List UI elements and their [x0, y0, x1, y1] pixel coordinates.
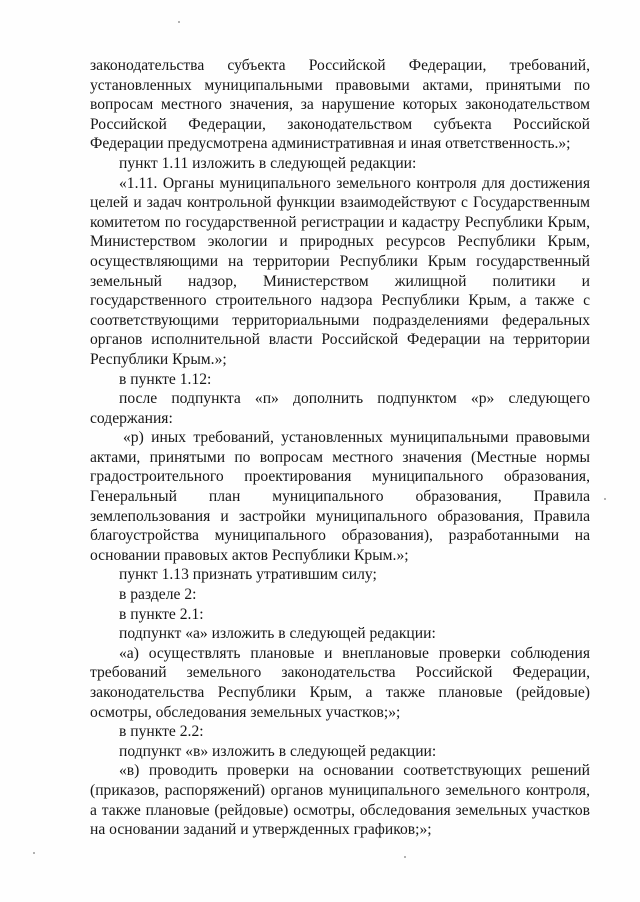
scan-speck [404, 856, 406, 858]
paragraph-subitem-r-intro: после подпункта «п» дополнить подпунктом «р» следующего содержания: [90, 390, 590, 427]
paragraph-subitem-v-text: «в) проводить проверки на основании соответствующих решений (приказов, распоряжений) органов муниципального земельного контроля, а также плановые (рейдовые) осмотры, обследования земельных участков на основании заданий и утвержденных графиков;»; [90, 762, 590, 839]
paragraph-subitem-a-text: «а) осуществлять плановые и внеплановые проверки соблюдения требований земельного законодательства Российской Федерации, законодательства Республики Крым, а также плановые (рейдовые) осмотры, обследования земельных участков;»; [90, 644, 590, 721]
paragraph-subitem-r-text: «р) иных требований, установленных муниципальными правовыми актами, принятыми по вопросам местного значения (Местные нормы градостроительного проектирования муниципального образования, Генеральный план муниципального образования, Правила землепользования и застройки муниципального образования, Правила благоустройства муниципального образования), разработанными на основании правовых актов Республики Крым.»; [90, 429, 590, 564]
paragraph-item-1-12-intro: в пункте 1.12: [119, 370, 212, 388]
scan-speck [33, 852, 35, 854]
paragraph-item-2-2: в пункте 2.2: [119, 723, 204, 741]
paragraph-subitem-v-intro: подпункт «в» изложить в следующей редакции: [119, 742, 437, 760]
paragraph-section-2: в разделе 2: [119, 586, 197, 604]
document-body [90, 56, 590, 840]
paragraph-continuation: законодательства субъекта Российской Федерации, требований, установленных муниципальными правовыми актами, принятыми по вопросам местного значения, за нарушение которых законодательством Российской Федерации, законодательством субъекта Российской Федерации предусмотрена административная и иная ответственность.»; [90, 57, 590, 153]
paragraph-item-1-13: пункт 1.13 признать утратившим силу; [119, 566, 377, 584]
scan-speck [604, 498, 606, 500]
paragraph-item-2-1: в пункте 2.1: [119, 605, 204, 623]
paragraph-subitem-a-intro: подпункт «а» изложить в следующей редакции: [119, 625, 436, 643]
paragraph-item-1-11-intro: пункт 1.11 изложить в следующей редакции: [119, 154, 417, 172]
scan-speck [178, 21, 180, 23]
paragraph-item-1-11-text: «1.11. Органы муниципального земельного контроля для достижения целей и задач контрольной функции взаимодействуют с Государственным комитетом по государственной регистрации и кадастру Республики Крым, Министерством экологии и природных ресурсов Республики Крым, осуществляющими на территории Республики Крым государственный земельный надзор, Министерством жилищной политики и государственного строительного надзора Республики Крым, а также с соответствующими территориальными подразделениями федеральных органов исполнительной власти Российской Федерации на территории Республики Крым.»; [90, 174, 590, 368]
